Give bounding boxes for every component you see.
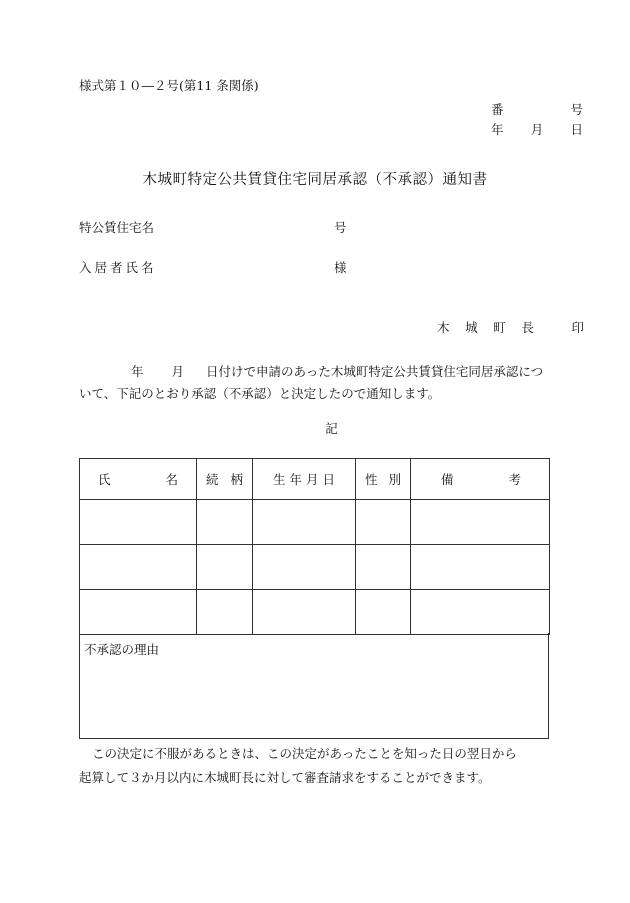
number-label: 番	[491, 102, 504, 117]
cell-birthdate[interactable]	[253, 500, 356, 545]
issuer-char: 城	[465, 320, 478, 335]
appeal-notice-line-2: 起算して３か月以内に木城町長に対して審査請求をすることができます。	[79, 770, 491, 785]
cell-name[interactable]	[80, 590, 197, 635]
cell-name[interactable]	[80, 500, 197, 545]
date-year: 年	[491, 122, 504, 137]
appeal-notice-line-1: この決定に不服があるときは、この決定があったことを知った日の翌日から	[92, 746, 517, 761]
body-month: 月	[171, 364, 185, 379]
resident-honorific: 様	[334, 260, 347, 275]
cell-gender[interactable]	[356, 590, 411, 635]
appeal-notice	[79, 742, 549, 790]
header-relation: 続 柄	[197, 459, 253, 500]
issuer-char: 長	[521, 320, 534, 335]
table-row	[80, 590, 550, 635]
resident-name-label: 入居者氏名	[79, 260, 157, 275]
table-row	[80, 500, 550, 545]
header-remarks: 備 考	[411, 459, 550, 500]
issuer-char: 町	[493, 320, 506, 335]
header-name: 氏 名	[80, 459, 197, 500]
housing-number-suffix: 号	[334, 220, 347, 235]
form-number: 様式第１０―２号(第11 条関係)	[79, 78, 259, 93]
cell-remarks[interactable]	[411, 590, 550, 635]
cell-relation[interactable]	[197, 500, 253, 545]
issuer-char: 木	[437, 320, 450, 335]
cell-birthdate[interactable]	[253, 545, 356, 590]
number-suffix: 号	[570, 102, 583, 117]
document-title: 木城町特定公共賃貸住宅同居承認（不承認）通知書	[142, 172, 488, 188]
header-gender: 性 別	[356, 459, 411, 500]
document-number-line	[491, 104, 583, 117]
cell-relation[interactable]	[197, 545, 253, 590]
date-line	[491, 124, 583, 137]
rejection-reason-box[interactable]	[79, 633, 549, 739]
body-line-2: いて、下記のとおり承認（不承認）と決定したので通知します。	[79, 386, 441, 401]
occupant-table	[79, 458, 550, 635]
date-month: 月	[530, 122, 544, 137]
body-line-1	[79, 361, 584, 383]
cell-gender[interactable]	[356, 545, 411, 590]
housing-name-label: 特公賃住宅名	[79, 220, 155, 235]
issuer-signature	[437, 322, 584, 335]
header-birthdate: 生 年 月 日	[253, 459, 356, 500]
body-year: 年	[131, 364, 144, 379]
body-line-1-text: 日付けで申請のあった木城町特定公共賃貸住宅同居承認につ	[206, 364, 544, 379]
table-header-row	[80, 459, 550, 500]
notification-body	[79, 361, 584, 405]
cell-name[interactable]	[80, 545, 197, 590]
rejection-reason-label: 不承認の理由	[84, 642, 160, 657]
cell-birthdate[interactable]	[253, 590, 356, 635]
cell-remarks[interactable]	[411, 545, 550, 590]
table-row	[80, 545, 550, 590]
cell-relation[interactable]	[197, 590, 253, 635]
seal-mark: 印	[571, 320, 584, 335]
ki-heading: 記	[325, 421, 338, 436]
cell-remarks[interactable]	[411, 500, 550, 545]
cell-gender[interactable]	[356, 500, 411, 545]
date-day: 日	[570, 122, 583, 137]
